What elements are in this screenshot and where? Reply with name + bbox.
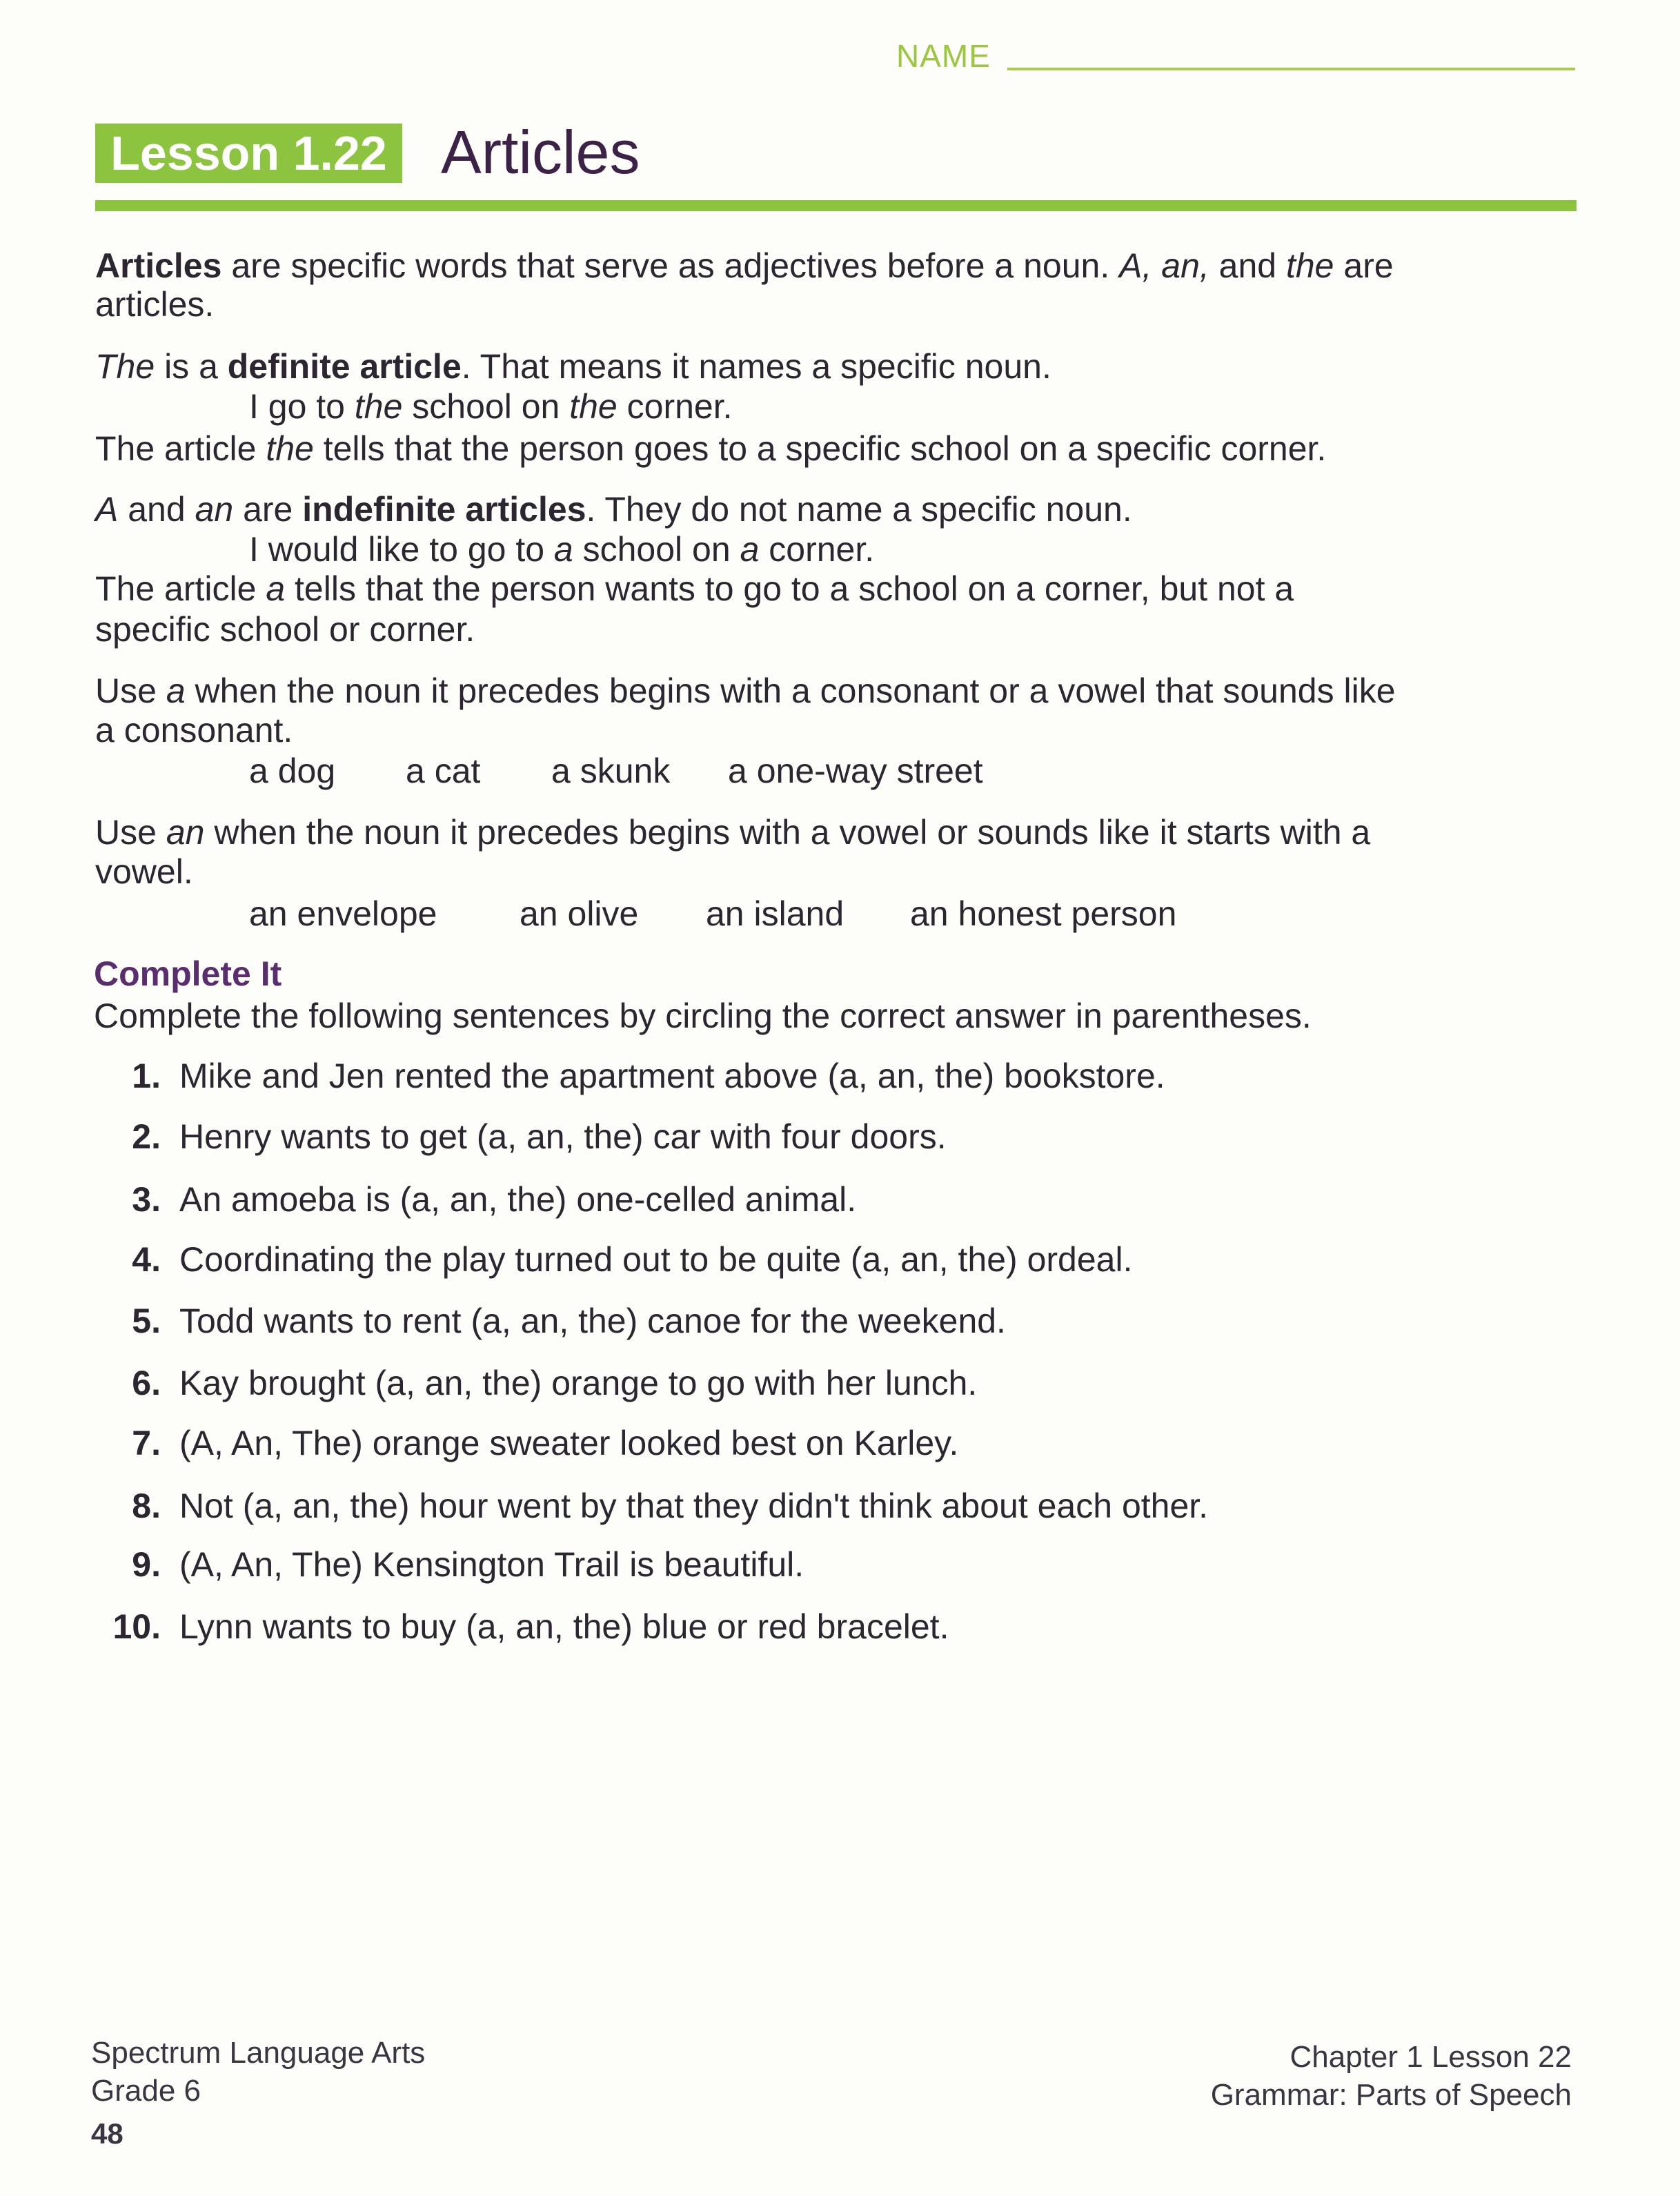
- exercise-item-sentence[interactable]: (A, An, The) Kensington Trail is beautiful.: [179, 1545, 804, 1584]
- exercise-item-sentence[interactable]: Todd wants to rent (a, an, the) canoe for the weekend.: [179, 1302, 1006, 1340]
- text-segment: school on: [573, 530, 740, 569]
- text-segment: The article: [95, 569, 266, 608]
- text-segment: I go to: [249, 387, 355, 426]
- bold-term: Articles: [95, 246, 222, 285]
- italic-word: an: [166, 813, 205, 852]
- example-phrase: [551, 751, 670, 791]
- text-segment: The article: [95, 429, 266, 468]
- italic-word: a: [166, 671, 186, 710]
- italic-word: a: [266, 569, 286, 608]
- text-segment: an honest person: [910, 894, 1177, 933]
- exercise-item-sentence[interactable]: Not (a, an, the) hour went by that they didn't think about each other.: [179, 1487, 1209, 1525]
- text-segment: tells that the person goes to a specific school on a specific corner.: [313, 429, 1327, 468]
- text-segment: a one-way street: [728, 752, 983, 790]
- text-segment: is a: [155, 347, 228, 386]
- text-segment: a consonant.: [95, 711, 293, 749]
- bold-term: definite article: [227, 347, 462, 386]
- italic-word: a: [740, 530, 760, 569]
- item-number: 1.: [132, 1057, 161, 1095]
- text-segment: Use: [95, 813, 166, 852]
- example-phrase: [406, 751, 480, 791]
- text-segment: corner.: [617, 387, 733, 426]
- text-segment: corner.: [759, 530, 875, 569]
- italic-word: the: [1285, 246, 1334, 285]
- example-phrase: [910, 894, 1176, 934]
- example-phrase: [520, 894, 638, 934]
- text-segment: when the noun it precedes begins with a vowel or sounds like it starts with a: [204, 813, 1371, 852]
- text-segment: are: [1334, 246, 1394, 285]
- text-segment: a skunk: [551, 752, 671, 790]
- exercise-item-sentence[interactable]: Kay brought (a, an, the) orange to go with her lunch.: [179, 1364, 978, 1402]
- text-segment: specific school or corner.: [95, 610, 475, 649]
- footer-chapter: Chapter 1 Lesson 22: [1289, 2040, 1572, 2074]
- body-text-line: [95, 284, 214, 324]
- italic-word: The: [95, 347, 155, 386]
- exercise-heading: Complete It: [94, 954, 282, 993]
- text-segment: tells that the person wants to go to a school on a corner, but not a: [285, 569, 1294, 608]
- italic-word: the: [266, 429, 314, 468]
- name-label: NAME: [896, 38, 991, 74]
- text-segment: an olive: [520, 894, 639, 933]
- item-number: 4.: [132, 1240, 161, 1279]
- page-title: Articles: [441, 118, 640, 186]
- italic-word: A: [95, 490, 119, 529]
- exercise-item-sentence[interactable]: Lynn wants to buy (a, an, the) blue or red bracelet.: [179, 1607, 949, 1646]
- exercise-item-sentence[interactable]: Henry wants to get (a, an, the) car with four doors.: [179, 1117, 947, 1156]
- footer-book-title: Spectrum Language Arts: [91, 2036, 426, 2070]
- text-segment: . They do not name a specific noun.: [586, 490, 1132, 529]
- exercise-item-sentence[interactable]: Coordinating the play turned out to be quite (a, an, the) ordeal.: [179, 1240, 1133, 1279]
- title-divider: [95, 200, 1577, 211]
- example-phrase: [706, 894, 844, 934]
- footer-grade: Grade 6: [91, 2074, 201, 2108]
- text-segment: and: [1209, 246, 1286, 285]
- italic-word: A, an,: [1119, 246, 1209, 285]
- item-number: 5.: [132, 1302, 161, 1340]
- text-segment: are: [233, 490, 303, 529]
- exercise-item-sentence[interactable]: An amoeba is (a, an, the) one-celled animal.: [179, 1180, 857, 1219]
- item-number: 6.: [132, 1364, 161, 1402]
- body-text-line: [95, 489, 1132, 529]
- footer-topic: Grammar: Parts of Speech: [1210, 2078, 1572, 2112]
- body-text-line: [249, 529, 874, 569]
- text-segment: a dog: [249, 752, 336, 790]
- item-number: 7.: [132, 1424, 161, 1462]
- text-segment: an envelope: [249, 894, 437, 933]
- text-segment: are specific words that serve as adjectives before a noun.: [221, 246, 1120, 285]
- body-text-line: [95, 346, 1051, 386]
- text-segment: Use: [95, 671, 166, 710]
- text-segment: an island: [706, 894, 844, 933]
- item-number: 10.: [112, 1607, 161, 1646]
- body-text-line: [95, 609, 475, 649]
- body-text-line: [95, 569, 1294, 609]
- exercise-item-sentence[interactable]: Mike and Jen rented the apartment above (a, an, the) bookstore.: [179, 1057, 1165, 1095]
- body-text-line: [95, 429, 1326, 469]
- body-text-line: [95, 812, 1370, 852]
- exercise-item-sentence[interactable]: (A, An, The) orange sweater looked best on Karley.: [179, 1424, 959, 1462]
- lesson-badge: Lesson 1.22: [95, 124, 402, 183]
- italic-word: an: [195, 490, 234, 529]
- text-segment: articles.: [95, 285, 215, 324]
- body-text-line: [249, 386, 733, 427]
- text-segment: vowel.: [95, 852, 193, 891]
- italic-word: the: [354, 387, 403, 426]
- body-text-line: [95, 671, 1396, 711]
- text-segment: a cat: [406, 752, 481, 790]
- text-segment: . That means it names a specific noun.: [461, 347, 1051, 386]
- example-phrase: [249, 894, 437, 934]
- italic-word: a: [553, 530, 573, 569]
- example-phrase: [728, 751, 983, 791]
- italic-word: the: [569, 387, 617, 426]
- text-segment: and: [118, 490, 195, 529]
- page-number: 48: [91, 2117, 123, 2150]
- name-field-line[interactable]: [1007, 68, 1575, 70]
- text-segment: I would like to go to: [249, 530, 554, 569]
- body-text-line: [95, 852, 193, 892]
- item-number: 3.: [132, 1180, 161, 1219]
- text-segment: school on: [402, 387, 570, 426]
- item-number: 2.: [132, 1117, 161, 1156]
- body-text-line: [95, 246, 1394, 286]
- text-segment: when the noun it precedes begins with a consonant or a vowel that sounds like: [185, 671, 1396, 710]
- example-phrase: [249, 751, 335, 791]
- item-number: 8.: [132, 1487, 161, 1525]
- bold-term: indefinite articles: [302, 490, 586, 529]
- item-number: 9.: [132, 1545, 161, 1584]
- exercise-instructions: Complete the following sentences by circling the correct answer in parentheses.: [94, 997, 1312, 1035]
- body-text-line: [95, 710, 293, 750]
